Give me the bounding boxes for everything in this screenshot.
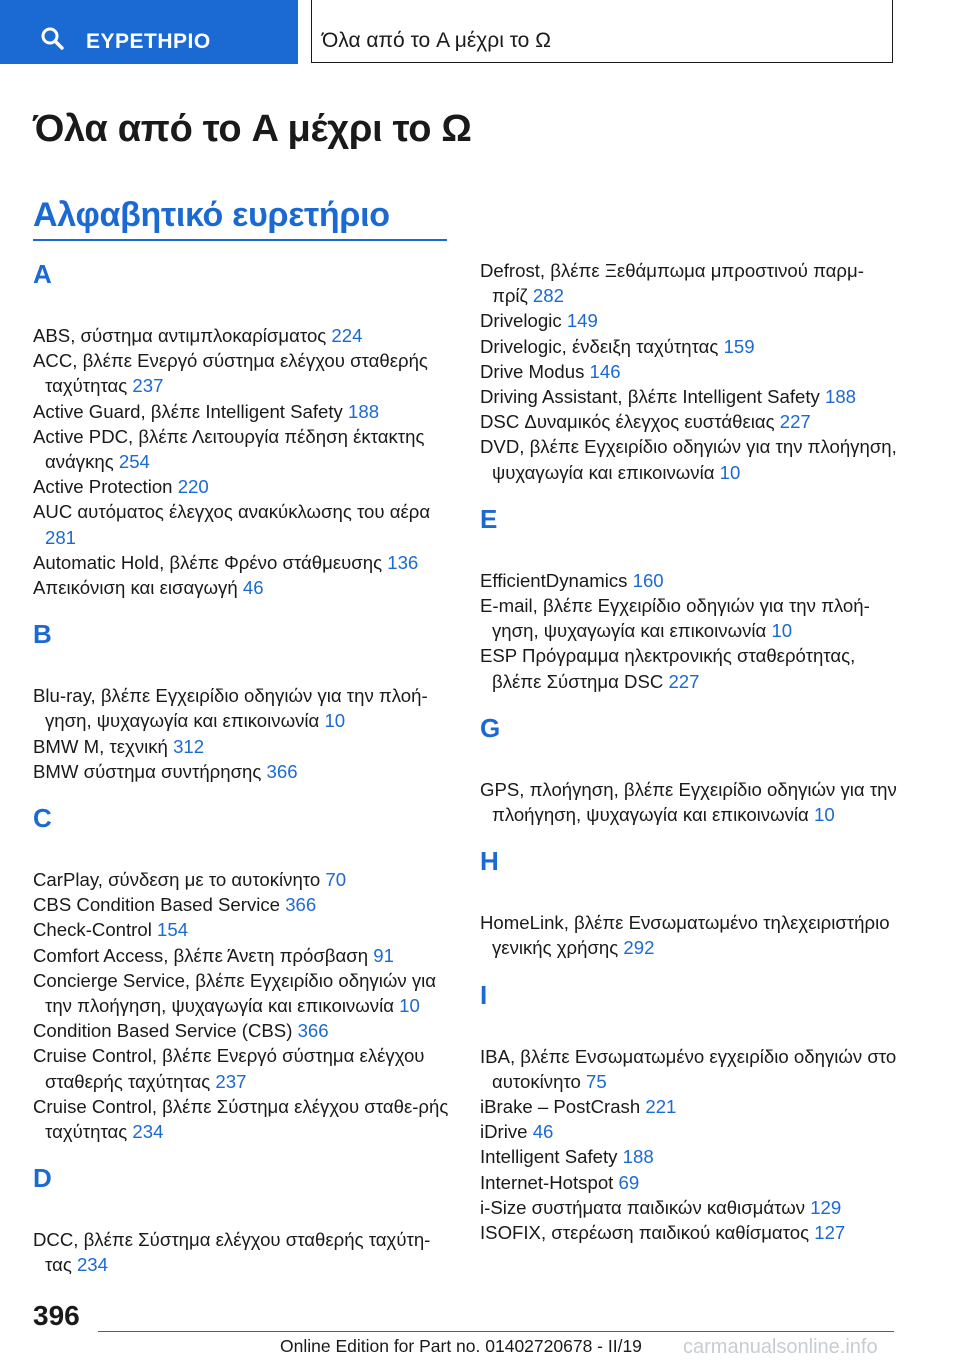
index-letter-heading: B	[33, 619, 52, 650]
search-icon	[40, 26, 64, 50]
index-group	[33, 258, 451, 600]
index-letter-heading: D	[33, 1163, 52, 1194]
index-entry-text: Active Protection	[33, 476, 173, 498]
index-entry-page-link[interactable]: 312	[173, 735, 205, 757]
index-entry	[480, 1144, 898, 1169]
index-entry	[33, 474, 451, 499]
index-entry-text: EfficientDynamics	[480, 569, 628, 591]
index-entry	[480, 384, 898, 409]
index-group	[480, 503, 898, 694]
index-entry-text: Intelligent Safety	[480, 1146, 618, 1168]
index-entry-page-link[interactable]: 10	[771, 620, 793, 642]
index-entry-text: Comfort Access, βλέπε Άνετη πρόσβαση	[33, 944, 369, 966]
index-entry-page-link[interactable]: 136	[387, 551, 419, 573]
page-number: 396	[33, 1300, 80, 1331]
index-entry	[480, 334, 898, 359]
index-entry-page-link[interactable]: 366	[266, 760, 298, 782]
index-entry-page-link[interactable]: 234	[76, 1254, 108, 1276]
index-entry	[33, 424, 451, 474]
index-entry	[480, 1195, 898, 1220]
index-entry-text: AUC αυτόματος έλεγχος ανακύκλωσης του αέρα	[33, 501, 431, 523]
index-entry	[480, 593, 898, 643]
index-entry-page-link[interactable]: 46	[532, 1121, 554, 1143]
index-entry-page-link[interactable]: 237	[132, 375, 164, 397]
index-entry	[33, 917, 451, 942]
index-entry	[480, 1094, 898, 1119]
index-entry-text: Απεικόνιση και εισαγωγή	[33, 577, 238, 599]
index-entry-text: GPS, πλοήγηση, βλέπε Εγχειρίδιο οδηγιών για την πλοήγηση, ψυχαγωγία και επικοινωνία	[480, 778, 897, 826]
index-entry	[480, 777, 898, 827]
index-entry	[33, 1043, 451, 1093]
index-entry-page-link[interactable]: 91	[373, 944, 394, 966]
index-entry	[33, 892, 451, 917]
page-title: Όλα από το A μέχρι το Ω	[33, 108, 472, 150]
index-entry	[33, 1018, 451, 1043]
index-entry-text: BMW M, τεχνική	[33, 735, 168, 757]
index-letter-heading: C	[33, 803, 52, 834]
index-entry-text: Internet-Hotspot	[480, 1171, 614, 1193]
index-entry	[33, 323, 451, 348]
index-letter-heading: I	[480, 979, 488, 1010]
index-entry-page-link[interactable]: 159	[723, 335, 755, 357]
index-entry-text: IBA, βλέπε Ενσωματωμένο εγχειρίδιο οδηγιών στο αυτοκίνητο	[480, 1045, 897, 1092]
index-entry	[33, 399, 451, 424]
index-entry	[33, 1227, 451, 1277]
index-entry-text: ABS, σύστημα αντιμπλοκαρίσματος	[33, 325, 327, 346]
index-entry-text: Defrost, βλέπε Ξεθάμπωμα μπροστινού παρμ-πρίζ	[480, 260, 864, 307]
index-entry-page-link[interactable]: 10	[399, 995, 420, 1017]
index-entry-page-link[interactable]: 10	[719, 461, 741, 483]
index-entry	[33, 348, 451, 398]
index-entry-page-link[interactable]: 154	[157, 919, 189, 941]
index-entry-page-link[interactable]: 129	[810, 1196, 842, 1218]
index-entry	[33, 759, 451, 784]
index-entry	[33, 867, 451, 892]
index-entry	[480, 409, 898, 434]
index-entry	[33, 575, 451, 600]
index-entry-page-link[interactable]: 281	[45, 526, 77, 548]
index-entry-page-link[interactable]: 188	[622, 1146, 654, 1168]
index-search-tab[interactable]	[0, 0, 298, 64]
breadcrumb-label: Όλα από το A μέχρι το Ω	[322, 29, 551, 52]
index-entry	[480, 434, 898, 484]
index-entry-text: Cruise Control, βλέπε Σύστημα ελέγχου σταθε-ρής ταχύτητας	[33, 1095, 449, 1143]
index-group	[33, 618, 451, 784]
index-entry	[480, 1170, 898, 1195]
index-column-left	[33, 258, 451, 1296]
index-entry-page-link[interactable]: 46	[242, 577, 264, 599]
index-entry-text: iDrive	[480, 1121, 528, 1143]
section-divider	[33, 239, 447, 241]
index-entry	[480, 643, 898, 693]
index-entry	[33, 499, 451, 549]
index-entry	[480, 1220, 898, 1245]
index-entry-text: Drivelogic	[480, 310, 562, 332]
index-entry-text: DCC, βλέπε Σύστημα ελέγχου σταθερής ταχύτη-τας	[33, 1229, 431, 1276]
index-entry-page-link[interactable]: 149	[566, 310, 598, 332]
index-entry	[480, 1044, 898, 1094]
index-entry	[33, 734, 451, 759]
index-entry-page-link[interactable]: 188	[348, 400, 380, 422]
index-entry-page-link[interactable]: 237	[215, 1070, 247, 1092]
index-letter-heading: G	[480, 712, 501, 743]
index-entry-text: iBrake – PostCrash	[480, 1096, 641, 1118]
index-entry-text: Driving Assistant, βλέπε Intelligent Safety	[480, 386, 820, 408]
index-entry-text: HomeLink, βλέπε Ενσωματωμένο τηλεχειριστήριο γενικής χρήσης	[480, 912, 890, 959]
index-entry-page-link[interactable]: 366	[285, 894, 317, 916]
index-entry-page-link[interactable]: 127	[814, 1222, 846, 1244]
index-group	[480, 845, 898, 960]
top-navigation	[0, 0, 960, 66]
index-entry-page-link[interactable]: 10	[813, 804, 835, 826]
index-entry-page-link[interactable]: 254	[118, 451, 150, 473]
index-entry	[480, 258, 898, 308]
index-entry-text: DVD, βλέπε Εγχειρίδιο οδηγιών για την πλοήγηση, ψυχαγωγία και επικοινωνία	[480, 436, 897, 483]
index-letter-heading: E	[480, 503, 498, 534]
index-entry-page-link[interactable]: 70	[325, 869, 347, 891]
index-entry-text: CarPlay, σύνδεση με το αυτοκίνητο	[33, 869, 321, 891]
index-entry-text: i-Size συστήματα παιδικών καθισμάτων	[480, 1196, 806, 1218]
index-entry-page-link[interactable]: 221	[645, 1096, 677, 1118]
index-entry-text: Active Guard, βλέπε Intelligent Safety	[33, 400, 343, 422]
index-search-label: ΕΥΡΕΤΗΡΙΟ	[86, 30, 211, 53]
index-entry-page-link[interactable]: 282	[532, 285, 564, 307]
index-entry-page-link[interactable]: 220	[177, 476, 209, 498]
breadcrumb[interactable]	[311, 0, 893, 63]
index-column-right	[480, 258, 898, 1263]
index-entry-text: Condition Based Service (CBS)	[33, 1020, 293, 1042]
index-entry-text: BMW σύστημα συντήρησης	[33, 760, 262, 782]
index-entry	[33, 683, 451, 733]
index-entry	[33, 968, 451, 1018]
index-entry	[480, 308, 898, 333]
index-entry-text: ISOFIX, στερέωση παιδικού καθίσματος	[480, 1222, 810, 1244]
index-entry	[33, 1094, 451, 1144]
index-entry	[480, 1119, 898, 1144]
section-title: Αλφαβητικό ευρετήριο	[33, 196, 390, 234]
index-letter-heading: H	[480, 846, 499, 877]
index-group	[480, 979, 898, 1246]
index-entry-page-link[interactable]: 224	[331, 325, 363, 346]
index-entry	[33, 550, 451, 575]
index-entry-page-link[interactable]: 146	[589, 360, 621, 382]
watermark: carmanualsonline.info	[683, 1336, 878, 1358]
index-group	[33, 1162, 451, 1277]
index-entry-page-link[interactable]: 366	[297, 1020, 329, 1042]
index-entry-text: Blu-ray, βλέπε Εγχειρίδιο οδηγιών για την πλοή-γηση, ψυχαγωγία και επικοινωνία	[33, 685, 428, 732]
index-entry-page-link[interactable]: 227	[779, 411, 811, 433]
index-entry-page-link[interactable]: 234	[132, 1121, 164, 1143]
index-group	[480, 258, 898, 485]
index-entry-page-link[interactable]: 75	[586, 1070, 607, 1092]
index-letter-heading: A	[33, 259, 52, 289]
index-entry-text: Active PDC, βλέπε Λειτουργία πέδηση έκτακτης ανάγκης	[33, 425, 425, 473]
footer-divider	[98, 1331, 894, 1332]
index-entry-text: ESP Πρόγραμμα ηλεκτρονικής σταθερότητας, βλέπε Σύστημα DSC	[480, 645, 856, 692]
index-entry-page-link[interactable]: 10	[324, 710, 346, 732]
index-entry-text: Check-Control	[33, 919, 152, 941]
index-entry-text: Drive Modus	[480, 360, 585, 382]
index-entry-text: DSC Δυναμικός έλεγχος ευστάθειας	[480, 411, 775, 433]
index-entry-text: Cruise Control, βλέπε Ενεργό σύστημα ελέγχου σταθερής ταχύτητας	[33, 1045, 425, 1092]
index-entry-text: Concierge Service, βλέπε Εγχειρίδιο οδηγιών για την πλοήγηση, ψυχαγωγία και επικοινωνία	[33, 969, 437, 1017]
index-entry-text: Automatic Hold, βλέπε Φρένο στάθμευσης	[33, 551, 383, 573]
index-group	[480, 712, 898, 827]
index-entry-page-link[interactable]: 292	[623, 937, 655, 959]
index-entry	[480, 568, 898, 593]
index-entry-text: CBS Condition Based Service	[33, 894, 281, 916]
index-entry-page-link[interactable]: 227	[668, 670, 700, 692]
index-entry-page-link[interactable]: 160	[632, 569, 664, 591]
index-entry-page-link[interactable]: 188	[824, 386, 857, 408]
index-entry-text: ACC, βλέπε Ενεργό σύστημα ελέγχου σταθερής ταχύτητας	[33, 350, 428, 397]
index-entry	[480, 910, 898, 960]
index-entry	[480, 359, 898, 384]
index-entry-text: Drivelogic, ένδειξη ταχύτητας	[480, 335, 719, 357]
index-entry-text: E-mail, βλέπε Εγχειρίδιο οδηγιών για την πλοή-γηση, ψυχαγωγία και επικοινωνία	[480, 595, 870, 642]
index-entry	[33, 943, 451, 968]
footer-edition: Online Edition for Part no. 01402720678 - II/19	[280, 1336, 642, 1356]
index-group	[33, 802, 451, 1144]
index-entry-page-link[interactable]: 69	[618, 1171, 640, 1193]
